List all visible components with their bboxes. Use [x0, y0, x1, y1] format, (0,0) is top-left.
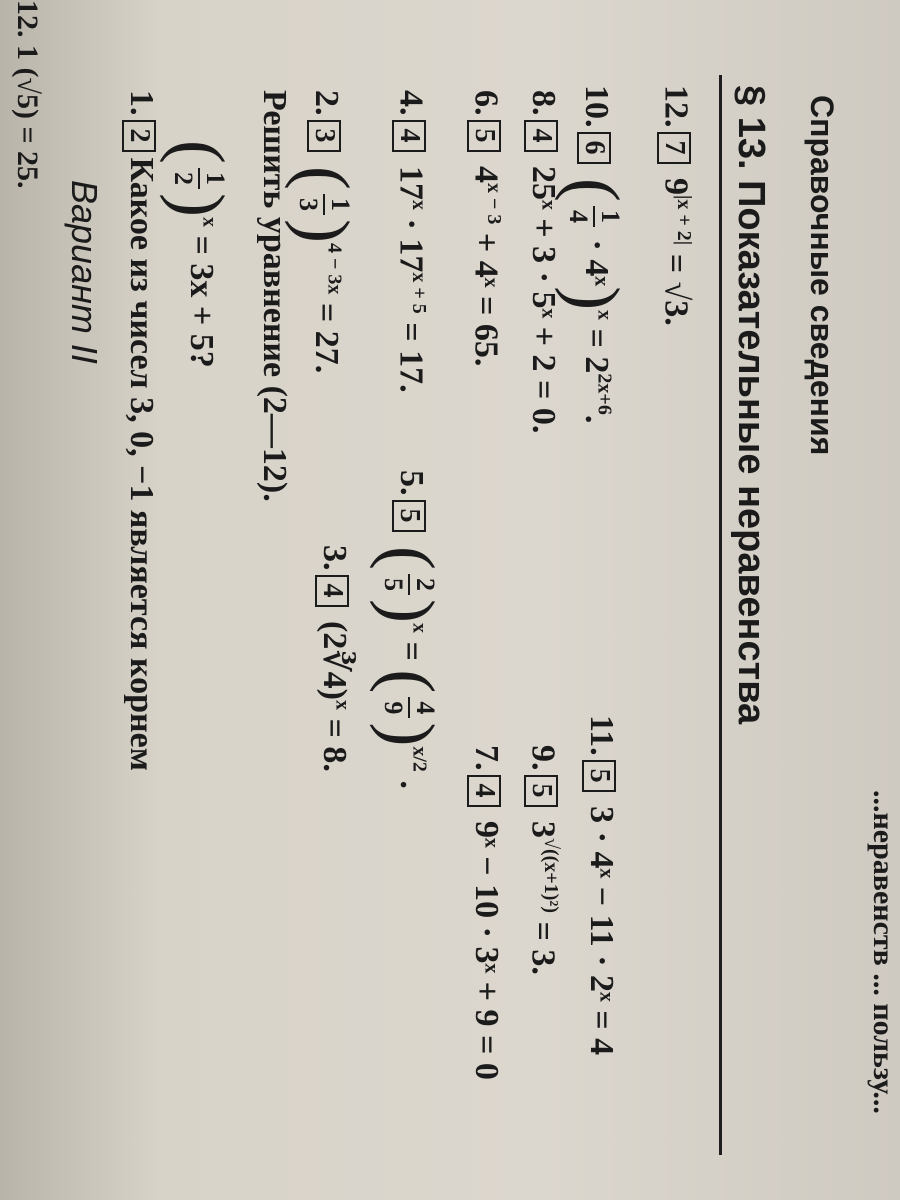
- problem-11: 11.5 3 · 4ˣ − 11 · 2ˣ = 4: [583, 715, 620, 1056]
- section-title: § 13. Показательные неравенства: [730, 85, 772, 725]
- problem-8: 8.4 25ˣ + 3 · 5ˣ + 2 = 0.: [525, 90, 562, 434]
- problem-7: 7.4 9ˣ − 10 · 3ˣ + 9 = 0: [468, 745, 505, 1080]
- subsection-title: Справочные сведения: [804, 95, 840, 456]
- problem-10: 10.6 ( 1 4 · 4ˣ)$^x$ = $2^{2x+6}$.: [554, 85, 634, 424]
- problem-9: 9.5 $3^{√((x+1)^2)} = 3$.: [524, 745, 562, 975]
- question-1-text: Какое из чисел 3, 0, −1 является корнем: [123, 157, 160, 771]
- difficulty-box: 5: [467, 120, 501, 152]
- problem-4: 4.4 $17^x \cdot 17^{x + 5} = 17$.: [392, 90, 430, 393]
- bottom-fragment: ...неравенств ... пользу...: [867, 790, 900, 1114]
- variant-title: Вариант II: [64, 180, 105, 364]
- difficulty-box: 4: [315, 575, 349, 607]
- instruction-text: Решить уравнение (2—12).: [256, 90, 293, 502]
- problem-3: 3.4 (2∛4)$^x$ = 8.: [316, 545, 354, 772]
- difficulty-box: 7: [657, 132, 691, 164]
- problem-2: 2.3 ( 1 3 )$^{4 - 3x}$ = 27.: [284, 90, 364, 374]
- difficulty-box: 4: [524, 120, 558, 152]
- difficulty-box: 5: [524, 775, 558, 807]
- problem-6: 6.5 $4^{x - 3}$ + 4ˣ = 65.: [467, 90, 505, 367]
- difficulty-box: 3: [307, 120, 341, 152]
- problem-12: 12.7 $9^{|x + 2|} = √3$.: [657, 85, 695, 326]
- difficulty-box: 5: [392, 500, 426, 532]
- section-divider: [719, 75, 722, 1155]
- difficulty-box: 4: [467, 775, 501, 807]
- difficulty-box: 5: [582, 760, 616, 792]
- header-fragment: 12. 1 (√5) = 25.: [11, 0, 44, 189]
- difficulty-box: 2: [122, 120, 156, 152]
- difficulty-box: 4: [392, 120, 426, 152]
- variant-underline: [62, 175, 64, 445]
- question-1-equation: ( 1 2 )$^x$ = 3x + 5?: [159, 140, 239, 368]
- problem-5: 5.5 ( 2 5 )$^x$ = ( 4 9 )$^{x/2}$ .: [369, 470, 449, 789]
- question-1: 1.2Какое из чисел 3, 0, −1 является корнем: [123, 90, 160, 771]
- difficulty-box: 6: [577, 132, 611, 164]
